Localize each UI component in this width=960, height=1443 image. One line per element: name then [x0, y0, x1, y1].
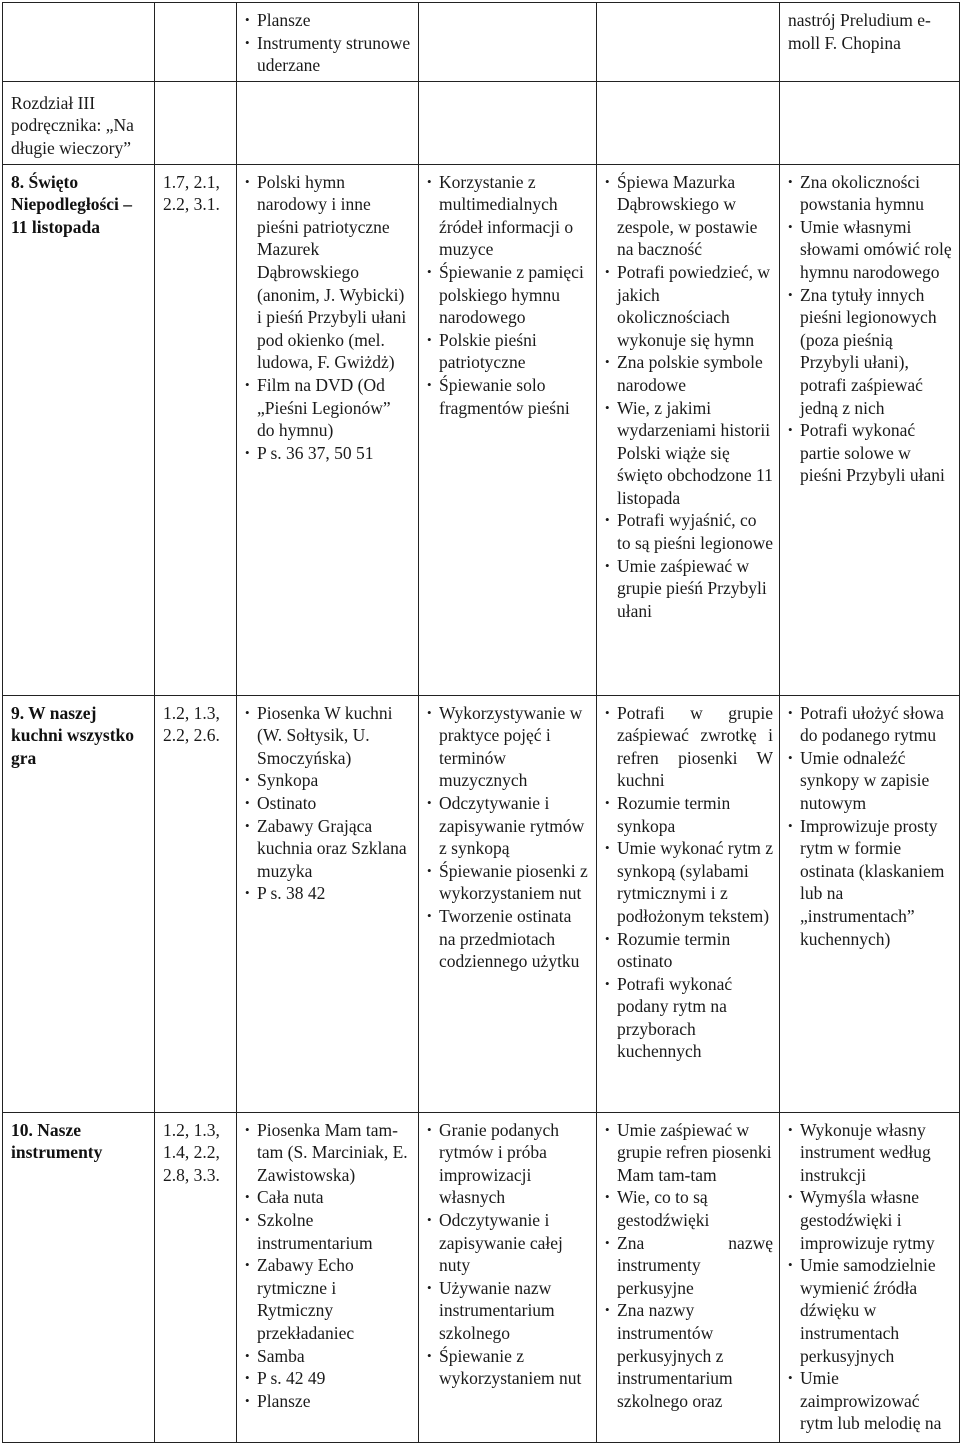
list-item: • Instrumenty strunowe uderzane: [245, 32, 412, 77]
extended-cell: [780, 695, 960, 1112]
list-item: • Wymyśla własne gestodźwięki i improwizuje rytmy: [788, 1186, 953, 1254]
curriculum-codes: 1.2, 1.3, 1.4, 2.2, 2.8, 3.3.: [163, 1119, 220, 1185]
extended-cell: [780, 164, 960, 695]
list-item: • Piosenka W kuchni (W. Sołtysik, U. Smoczyńska): [245, 702, 412, 770]
materials-cell: [237, 1112, 419, 1442]
basic-cell: [597, 1112, 780, 1442]
list-item: • Zabawy Grająca kuchnia oraz Szklana muzyka: [245, 815, 412, 883]
curriculum-codes: 1.7, 2.1, 2.2, 3.1.: [163, 171, 220, 215]
list-item: • Cała nuta: [245, 1186, 412, 1209]
materials-cell: [237, 164, 419, 695]
basic-list: [605, 1119, 773, 1413]
codes-cell: [155, 81, 237, 164]
extended-continuation: nastrój Preludium e-moll F. Chopina: [788, 10, 931, 53]
list-item: • Improwizuje prosty rytm w formie ostinata (klaskaniem lub na „instrumentach” kuchennych): [788, 815, 953, 951]
materials-list: [245, 171, 412, 465]
list-item: • Synkopa: [245, 769, 412, 792]
list-item: • Potrafi wykonać partie solowe w pieśni Przybyli ułani: [788, 419, 953, 487]
topic-cell: [3, 3, 155, 82]
list-item: • Film na DVD (Od „Pieśni Legionów” do hymnu): [245, 374, 412, 442]
basic-cell: [597, 3, 780, 82]
materials-cell: [237, 695, 419, 1112]
list-item: • Odczytywanie i zapisywanie rytmów z synkopą: [427, 792, 590, 860]
basic-list: [605, 702, 773, 1064]
list-item: • Śpiewanie solo fragmentów pieśni: [427, 374, 590, 419]
materials-cell: [237, 3, 419, 82]
list-item: • Zna tytuły innych pieśni legionowych (poza pieśnią Przybyli ułani), potrafi zaśpiewać jedną z nich: [788, 284, 953, 420]
basic-cell: [597, 81, 780, 164]
table-row: [3, 1112, 960, 1442]
chapter-title: Rozdział III podręcznika: „Na długie wieczory”: [11, 92, 134, 158]
topic-cell: [3, 695, 155, 1112]
list-item: • Umie samodzielnie wymienić źródła dźwięku w instrumentach perkusyjnych: [788, 1254, 953, 1367]
curriculum-codes: 1.2, 1.3, 2.2, 2.6.: [163, 702, 220, 746]
list-item: • Umie zaimprowizować rytm lub melodię na: [788, 1367, 953, 1435]
list-item: • Potrafi wyjaśnić, co to są pieśni legionowe: [605, 509, 773, 554]
list-item: • Polski hymn narodowy i inne pieśni patriotyczne Mazurek Dąbrowskiego (anonim, J. Wybicki) i pieśń Przybyli ułani pod okienko (mel. ludowa, F. Gwiżdż): [245, 171, 412, 374]
extended-cell: [780, 3, 960, 82]
list-item: • Potrafi ułożyć słowa do podanego rytmu: [788, 702, 953, 747]
list-item: • Śpiewanie piosenki z wykorzystaniem nut: [427, 860, 590, 905]
activities-cell: [419, 81, 597, 164]
lesson-title: 10. Nasze instrumenty: [11, 1119, 103, 1163]
list-item: • Umie zaśpiewać w grupie refren piosenki Mam tam-tam: [605, 1119, 773, 1187]
list-item: • Zna polskie symbole narodowe: [605, 351, 773, 396]
list-item: • Samba: [245, 1345, 412, 1368]
list-item: • Śpiewa Mazurka Dąbrowskiego w zespole, w postawie na baczność: [605, 171, 773, 261]
list-item: • P s. 38 42: [245, 882, 412, 905]
basic-cell: [597, 695, 780, 1112]
list-item: • Wie, z jakimi wydarzeniami historii Polski wiąże się święto obchodzone 11 listopada: [605, 397, 773, 510]
codes-cell: [155, 3, 237, 82]
basic-cell: [597, 164, 780, 695]
list-item: • Zna nazwy instrumentów perkusyjnych z instrumentarium szkolnego oraz: [605, 1299, 773, 1412]
list-item: • Tworzenie ostinata na przedmiotach codziennego użytku: [427, 905, 590, 973]
list-item: • P s. 42 49: [245, 1367, 412, 1390]
activities-cell: [419, 1112, 597, 1442]
list-item: • Umie wykonać rytm z synkopą (sylabami rytmicznymi i z podłożonym tekstem): [605, 837, 773, 927]
topic-cell: [3, 1112, 155, 1442]
list-item: • Rozumie termin synkopa: [605, 792, 773, 837]
list-item: • Korzystanie z multimedialnych źródeł informacji o muzyce: [427, 171, 590, 261]
lesson-title: 8. Święto Niepodległości – 11 listopada: [11, 171, 133, 237]
activities-cell: [419, 695, 597, 1112]
extended-list: [788, 1119, 953, 1435]
extended-list: [788, 702, 953, 951]
list-item: • Zabawy Echo rytmiczne i Rytmiczny przekładaniec: [245, 1254, 412, 1344]
materials-list: [245, 9, 412, 77]
codes-cell: [155, 695, 237, 1112]
list-item: • Rozumie termin ostinato: [605, 928, 773, 973]
table-row: [3, 3, 960, 82]
list-item: • Odczytywanie i zapisywanie całej nuty: [427, 1209, 590, 1277]
list-item: • Szkolne instrumentarium: [245, 1209, 412, 1254]
activities-list: [427, 702, 590, 973]
codes-cell: [155, 1112, 237, 1442]
chapter-row: [3, 81, 960, 164]
activities-list: [427, 1119, 590, 1390]
table-row: [3, 695, 960, 1112]
activities-cell: [419, 3, 597, 82]
list-item: • Zna nazwę instrumenty perkusyjne: [605, 1232, 773, 1300]
list-item: • Polskie pieśni patriotyczne: [427, 329, 590, 374]
list-item: • Śpiewanie z pamięci polskiego hymnu narodowego: [427, 261, 590, 329]
list-item: • Potrafi powiedzieć, w jakich okolicznościach wykonuje się hymn: [605, 261, 773, 351]
materials-list: [245, 702, 412, 905]
table-row: [3, 164, 960, 695]
list-item: • Używanie nazw instrumentarium szkolnego: [427, 1277, 590, 1345]
list-item: • Umie własnymi słowami omówić rolę hymnu narodowego: [788, 216, 953, 284]
extended-cell: [780, 81, 960, 164]
chapter-cell: [3, 81, 155, 164]
materials-cell: [237, 81, 419, 164]
list-item: • Granie podanych rytmów i próba improwizacji własnych: [427, 1119, 590, 1209]
extended-list: [788, 171, 953, 487]
list-item: • P s. 36 37, 50 51: [245, 442, 412, 465]
list-item: • Plansze: [245, 9, 412, 32]
list-item: • Plansze: [245, 1390, 412, 1413]
list-item: • Wykorzystywanie w praktyce pojęć i terminów muzycznych: [427, 702, 590, 792]
activities-list: [427, 171, 590, 420]
list-item: • Śpiewanie z wykorzystaniem nut: [427, 1345, 590, 1390]
topic-cell: [3, 164, 155, 695]
list-item: • Ostinato: [245, 792, 412, 815]
list-item: • Umie odnaleźć synkopy w zapisie nutowym: [788, 747, 953, 815]
list-item: • Potrafi w grupie zaśpiewać zwrotkę i refren piosenki W kuchni: [605, 702, 773, 792]
list-item: • Piosenka Mam tam-tam (S. Marciniak, E. Zawistowska): [245, 1119, 412, 1187]
basic-list: [605, 171, 773, 623]
list-item: • Wie, co to są gestodźwięki: [605, 1186, 773, 1231]
materials-list: [245, 1119, 412, 1413]
curriculum-table: [2, 2, 960, 1443]
list-item: • Potrafi wykonać podany rytm na przyborach kuchennych: [605, 973, 773, 1063]
extended-cell: [780, 1112, 960, 1442]
list-item: • Wykonuje własny instrument według instrukcji: [788, 1119, 953, 1187]
list-item: • Zna okoliczności powstania hymnu: [788, 171, 953, 216]
lesson-title: 9. W naszej kuchni wszystko gra: [11, 702, 135, 768]
codes-cell: [155, 164, 237, 695]
activities-cell: [419, 164, 597, 695]
list-item: • Umie zaśpiewać w grupie pieśń Przybyli ułani: [605, 555, 773, 623]
